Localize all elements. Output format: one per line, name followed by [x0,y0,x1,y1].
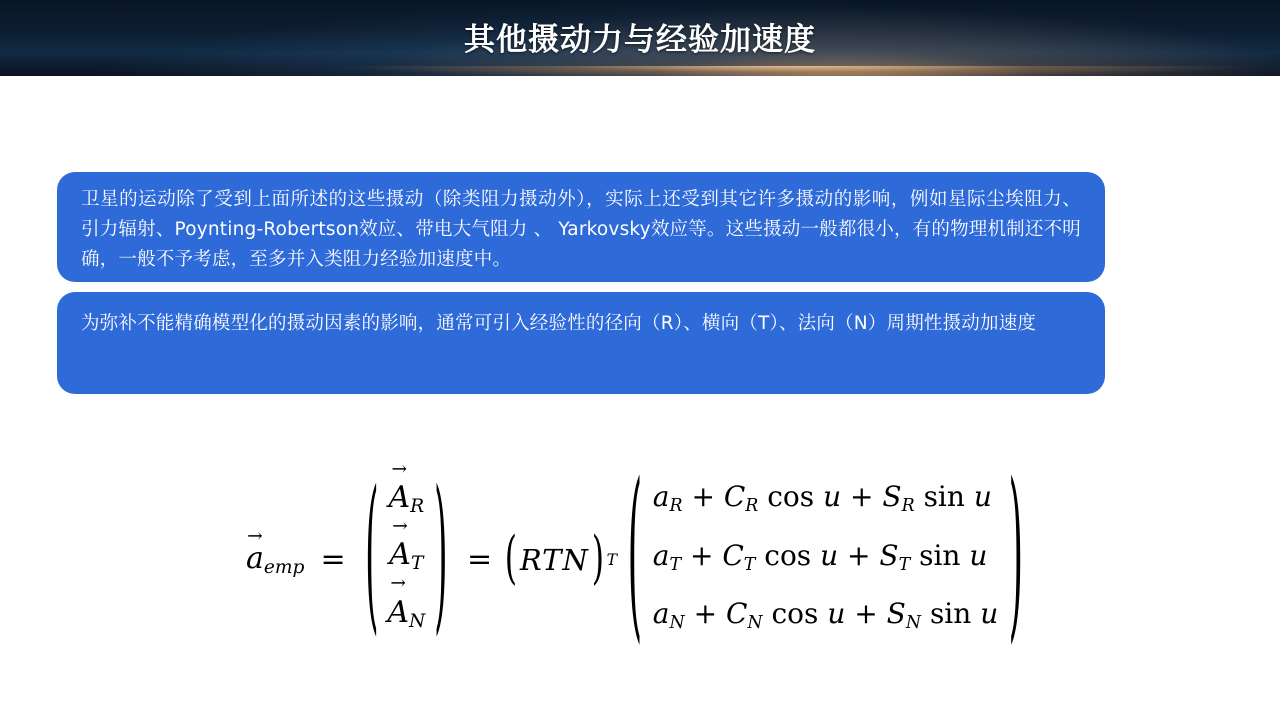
variable-u: u [820,538,839,572]
term-S-sub: R [901,495,915,516]
term-C: C [723,479,746,513]
term-a-sub: R [669,495,683,516]
cos-operator: cos [764,538,812,572]
callout-box-empirical-acceleration [57,292,1105,394]
variable-u-2: u [973,479,992,513]
formula-row [246,448,1034,666]
page-title: 其他摄动力与经验加速度 [464,22,816,58]
term-a: a [652,597,670,631]
term-S: S [879,538,899,572]
plus-sign-2: + [850,479,874,513]
subscript-N: N [409,610,426,632]
left-paren-matrix: ( [627,448,643,666]
plus-sign: + [693,597,718,631]
left-paren-rtn: ( [504,525,518,593]
formula-empirical-acceleration [0,448,1280,666]
sin-operator: sin [919,538,961,572]
matrix-row [653,531,999,590]
callout-1-text: 卫星的运动除了受到上面所述的这些摄动（除类阻力摄动外），实际上还受到其它许多摄动的影响，例如星际尘埃阻力、引力辐射、Poynting-Robertson效应、带电大气阻力 、 Yarkovsky效应等。这些摄动一般都很小，有的物理机制还不明确，一般不予考虑，至多并入类阻力经验加速度中。 [81,189,1081,270]
callout-box-perturbations [57,172,1105,282]
variable-u: u [823,479,842,513]
variable-u: u [827,597,846,631]
equals-sign-2: = [467,542,493,578]
sin-operator: sin [929,597,972,631]
subscript-T: T [410,553,424,575]
plus-sign: + [689,538,714,572]
right-paren-rtn: ) [591,525,604,593]
sin-operator: sin [923,479,965,513]
term-C-sub: R [745,495,759,516]
slide-header-banner [0,0,1280,76]
term-C: C [725,597,748,631]
subscript-R: R [410,496,425,518]
equals-sign-1: = [320,542,346,578]
term-C-sub: N [747,613,763,634]
column-vector-A [387,474,425,646]
matrix-row [653,472,999,531]
vector-A-T: → A [389,531,411,579]
formula-lhs [246,541,304,578]
rhs-matrix [653,472,999,649]
header-glow-decoration [0,66,1280,76]
term-a: a [652,538,670,572]
cos-operator: cos [767,479,815,513]
callout-2-text: 为弥补不能精确模型化的摄动因素的影响，通常可引入经验性的径向（R）、横向（T）、法向（N）周期性摄动加速度 [81,313,1037,334]
rtn-transpose-exponent: T [606,550,618,569]
vector-A-R: → A [388,474,410,522]
variable-u-2: u [969,538,988,572]
term-C-sub: T [743,554,756,575]
vector-A-N: → A [387,589,409,637]
term-a-sub: T [669,554,682,575]
subscript-emp: emp [263,557,305,579]
plus-sign-2: + [854,597,878,631]
variable-u-2: u [980,597,999,631]
rtn-matrix-label: RTN [519,542,589,577]
plus-sign: + [691,479,715,513]
right-paren-matrix: ) [1008,448,1024,666]
right-paren-column-vector: ) [434,459,448,656]
left-paren-column-vector: ( [364,459,379,656]
vector-a-emp: → a [246,541,264,576]
term-S-sub: N [905,613,922,634]
matrix-row [653,589,999,648]
term-S: S [886,597,906,631]
cos-operator: cos [771,597,819,631]
term-S: S [882,479,902,513]
term-a: a [652,479,670,513]
plus-sign-2: + [847,538,871,572]
term-S-sub: T [898,554,911,575]
term-C: C [722,538,744,572]
column-vector-entry [387,589,425,646]
term-a-sub: N [669,613,685,634]
